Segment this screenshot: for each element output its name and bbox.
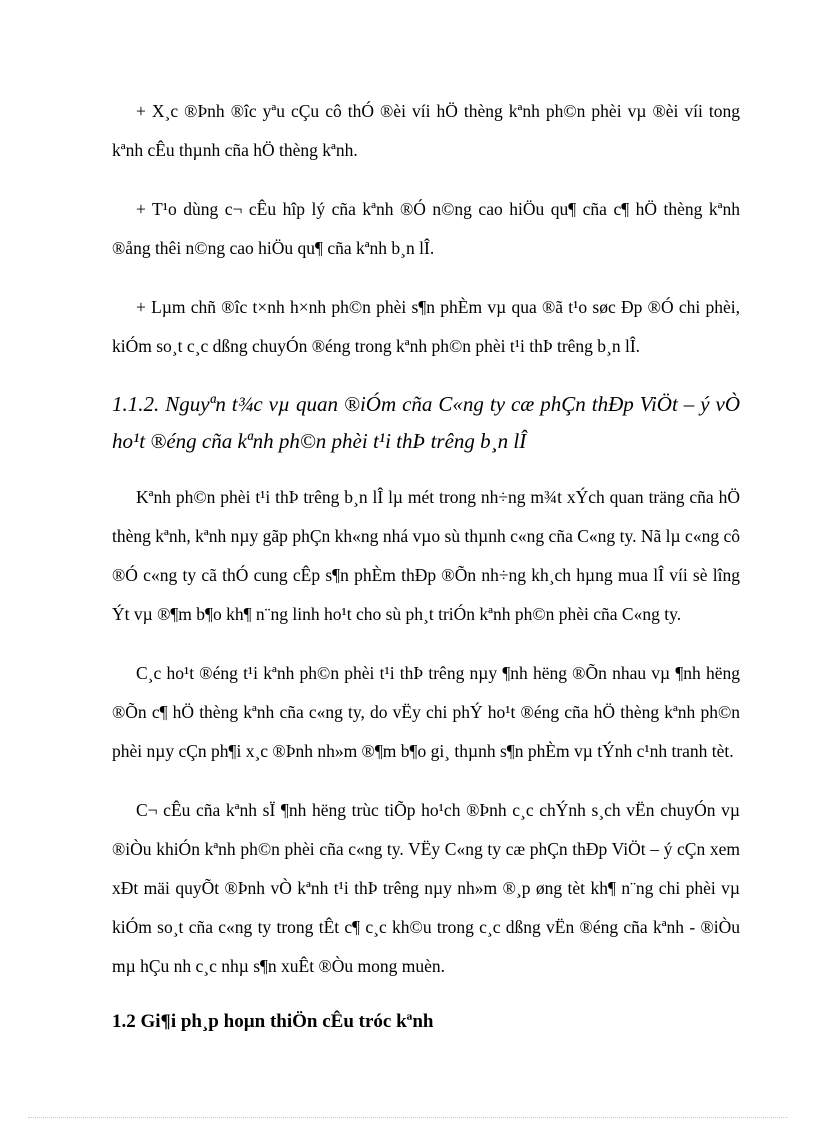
section-heading: 1.2 Gi¶i ph¸p hoµn thiÖn cÊu tróc kªnh [112,1011,434,1032]
paragraph-goal-3: + Lµm chñ ®îc t×nh h×nh ph©n phèi s¶n phÈm vµ qua ®ã t¹o søc Ðp ®Ó chi phèi, kiÓm so¸t c¸c dßng chuyÓn ®éng trong kªnh ph©n phèi t¹i thÞ trêng b¸n lÎ. [112,297,740,356]
page-content [112,92,740,1038]
paragraph-goal-1: + X¸c ®Þnh ®îc yªu cÇu cô thÓ ®èi víi hÖ thèng kªnh ph©n phèi vµ ®èi víi tong kªnh cÊu thµnh cña hÖ thèng kªnh. [112,101,740,160]
paragraph-goal-2: + T¹o dùng c¬ cÊu hîp lý cña kªnh ®Ó n©ng cao hiÖu qu¶ cña c¶ hÖ thèng kªnh ®ång thêi n©ng cao hiÖu qu¶ cña kªnh b¸n lÎ. [112,199,740,258]
subsection-heading: 1.1.2. Nguyªn t¾c vµ quan ®iÓm cña C«ng ty cæ phÇn thÐp ViÖt – ý vÒ ho¹t ®éng cña kªnh ph©n phèi t¹i thÞ trêng b¸n lÎ [112,392,740,453]
paragraph-activities: C¸c ho¹t ®éng t¹i kªnh ph©n phèi t¹i thÞ trêng nµy ¶nh hëng ®Õn nhau vµ ¶nh hëng ®Õn c¶ hÖ thèng kªnh cña c«ng ty, do vËy chi phÝ ho¹t ®éng cña hÖ thèng kªnh ph©n phèi nµy cÇn ph¶i x¸c ®Þnh nh»m ®¶m b¶o gi¸ thµnh s¶n phÈm vµ tÝnh c¹nh tranh tèt. [112,663,740,761]
paragraph-retail-channel: Kªnh ph©n phèi t¹i thÞ trêng b¸n lÎ lµ mét trong nh÷ng m¾t xÝch quan träng cña hÖ thèng kªnh, kªnh nµy gãp phÇn kh«ng nhá vµo sù thµnh c«ng cña C«ng ty. Nã lµ c«ng cô ®Ó c«ng ty cã thÓ cung cÊp s¶n phÈm thÐp ®Õn nh÷ng kh¸ch hµng mua lÎ víi sè lîng Ýt vµ ®¶m b¶o kh¶ n¨ng linh ho¹t cho sù ph¸t triÓn kªnh ph©n phèi cña C«ng ty. [112,487,740,624]
paragraph-structure: C¬ cÊu cña kªnh sÏ ¶nh hëng trùc tiÕp ho¹ch ®Þnh c¸c chÝnh s¸ch vËn chuyÓn vµ ®iÒu khiÓn kªnh ph©n phèi cña c«ng ty. VËy C«ng ty cæ phÇn thÐp ViÖt – ý cÇn xem xÐt mäi quyÕt ®Þnh vÒ kªnh t¹i thÞ trêng nµy nh»m ®¸p øng tèt kh¶ n¨ng chi phèi vµ kiÓm so¸t cña c«ng ty trong tÊt c¶ c¸c kh©u trong c¸c dßng vËn ®éng cña kªnh - ®iÒu mµ hÇu nh c¸c nhµ s¶n xuÊt ®Òu mong muèn. [112,800,740,976]
footer-divider [28,1117,788,1118]
